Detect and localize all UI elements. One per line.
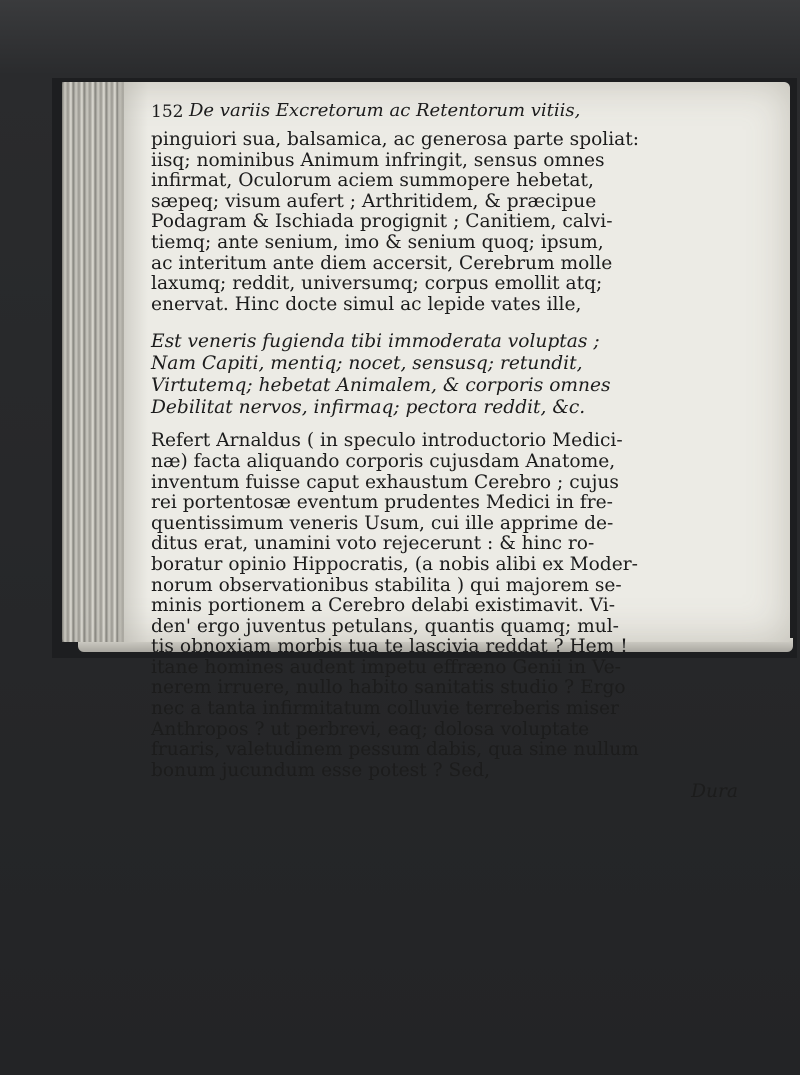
text-line: iisq; nominibus Animum infringit, sensus omnes — [151, 149, 605, 171]
verse-line: Nam Capiti, mentiq; nocet, sensusq; retundit, — [151, 353, 583, 375]
verse-line: Est veneris fugienda tibi immoderata voluptas ; — [151, 331, 600, 353]
paragraph-1 — [151, 130, 766, 315]
text-line: sæpeq; visum aufert ; Arthritidem, & præcipue — [151, 190, 597, 212]
page-text — [151, 92, 766, 803]
text-line: infirmat, Oculorum aciem summopere hebetat, — [151, 170, 594, 192]
text-line: boratur opinio Hippocratis, (a nobis alibi ex Moder- — [151, 553, 638, 575]
book-gutter — [62, 82, 124, 642]
running-title: De variis Excretorum ac Retentorum vitiis, — [189, 100, 581, 121]
spacer — [151, 315, 766, 331]
text-line: minis portionem a Cerebro delabi existimavit. Vi- — [151, 595, 615, 617]
text-line: rei portentosæ eventum prudentes Medici in fre- — [151, 492, 613, 514]
text-line: bonum jucundum esse potest ? Sed, — [151, 759, 491, 781]
text-line: enervat. Hinc docte simul ac lepide vates ille, — [151, 293, 582, 315]
text-line: ditus erat, unamini voto rejecerunt : & hinc ro- — [151, 533, 595, 555]
text-line: nerem irruere, nullo habito sanitatis studio ? Ergo — [151, 677, 626, 699]
text-line: quentissimum veneris Usum, cui ille apprime de- — [151, 512, 614, 534]
verse-line: Debilitat nervos, infirmaq; pectora reddit, &c. — [151, 397, 586, 419]
text-line: itane homines audent impetu effræno Genii in Ve- — [151, 656, 621, 678]
running-header — [151, 92, 766, 130]
text-line: fruaris, valetudinem pessum dabis, qua sine nullum — [151, 739, 639, 761]
text-line: Anthropos ? ut perbrevi, eaq; dolosa voluptate — [151, 718, 590, 740]
text-line: inventum fuisse caput exhaustum Cerebro ; cujus — [151, 471, 619, 493]
text-line: Refert Arnaldus ( in speculo introductorio Medici- — [151, 430, 623, 452]
text-line: laxumq; reddit, universumq; corpus emollit atq; — [151, 273, 603, 295]
text-line: tiemq; ante senium, imo & senium quoq; ipsum, — [151, 231, 604, 253]
page-number: 152 — [151, 102, 184, 122]
text-line: ac interitum ante diem accersit, Cerebrum molle — [151, 252, 613, 274]
catchword: Dura — [691, 781, 738, 803]
verse-line: Virtutemq; hebetat Animalem, & corporis omnes — [151, 375, 611, 397]
text-line: næ) facta aliquando corporis cujusdam Anatome, — [151, 450, 616, 472]
paragraph-2 — [151, 431, 766, 781]
gutter-shading — [118, 82, 148, 642]
text-line: nec a tanta infirmitatum colluvie terreberis miser — [151, 698, 619, 720]
text-line: den' ergo juventus petulans, quantis quamq; mul- — [151, 615, 619, 637]
text-line: norum observationibus stabilita ) qui majorem se- — [151, 574, 622, 596]
text-line: pinguiori sua, balsamica, ac generosa parte spoliat: — [151, 129, 640, 150]
verse-quotation — [151, 331, 766, 419]
text-line: tis obnoxiam morbis tua te lascivia reddat ? Hem ! — [151, 636, 628, 658]
text-line: Podagram & Ischiada progignit ; Canitiem, calvi- — [151, 211, 613, 233]
